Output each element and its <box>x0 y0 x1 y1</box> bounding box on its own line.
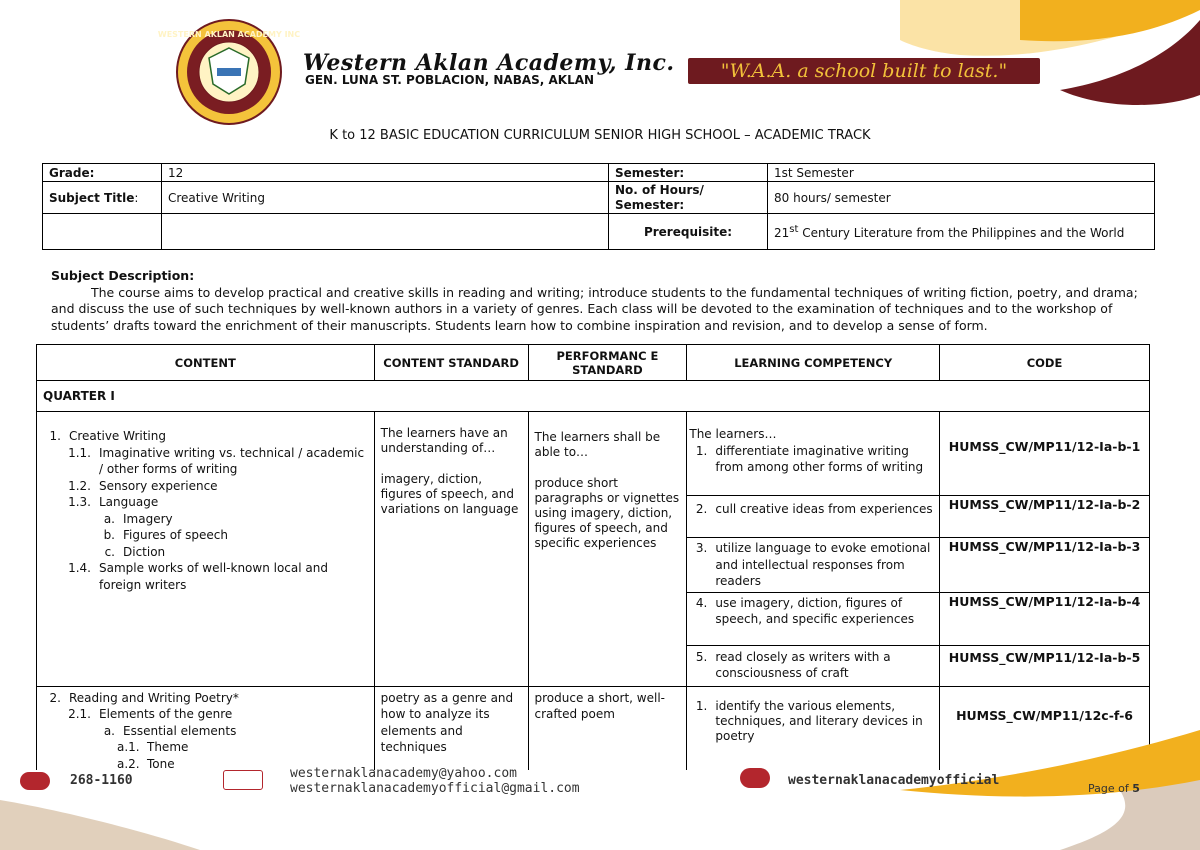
header-performance-standard: PERFORMANC E STANDARD <box>528 345 687 381</box>
subject-title-value: Creative Writing <box>162 182 609 214</box>
competency-item <box>687 593 939 630</box>
empty-cell <box>43 214 162 250</box>
phone-icon <box>20 772 50 790</box>
subject-description <box>51 268 1151 334</box>
footer-emails <box>290 766 580 796</box>
content-list-text: Sample works of well-known local and foreign writers <box>99 561 328 592</box>
content-list-number: 2. <box>49 690 61 705</box>
content-list-number: b. <box>103 528 115 542</box>
prerequisite-label: Prerequisite: <box>609 214 768 250</box>
page-number <box>1088 782 1140 795</box>
content-list-item <box>43 527 368 544</box>
facebook-icon <box>740 768 770 788</box>
content-list-text: Essential elements <box>123 723 237 738</box>
competency-text: use imagery, diction, figures of speech, and specific experiences <box>715 595 915 626</box>
subject-info-table <box>42 163 1155 250</box>
content-list-text: Figures of speech <box>123 528 228 542</box>
content-list-number: a. <box>103 511 115 526</box>
competency-text: differentiate imaginative writing from among other forms of writing <box>715 443 924 474</box>
competency-intro: The learners… <box>689 427 777 441</box>
content-list-item <box>43 723 368 740</box>
content-list-item <box>43 690 368 707</box>
content-list-item <box>43 511 368 528</box>
page-label: Page <box>1088 782 1115 795</box>
competency-number: 5. <box>695 649 708 664</box>
subject-title-colon: : <box>134 190 139 205</box>
competency-number: 3. <box>695 541 708 555</box>
school-address: GEN. LUNA ST. POBLACION, NABAS, AKLAN <box>305 73 595 87</box>
curriculum-table <box>36 344 1150 782</box>
competency-cell-1 <box>687 412 940 496</box>
content-list-text: Imagery <box>123 511 173 526</box>
header-swoosh-decoration <box>900 0 1200 110</box>
content-list-item <box>43 739 368 756</box>
competency-number: 1. <box>695 443 708 458</box>
footer-facebook: westernaklanacademyofficial <box>788 773 1000 788</box>
competency-code: HUMSS_CW/MP11/12-Ia-b-5 <box>940 645 1150 686</box>
footer-email-1: westernaklanacademy@yahoo.com <box>290 766 517 781</box>
empty-cell <box>162 214 609 250</box>
content-list-number: 1.4. <box>68 561 91 575</box>
content-list-number: a.2. <box>117 756 140 771</box>
content-list-text: Sensory experience <box>99 478 218 493</box>
competency-text: cull creative ideas from experiences <box>715 502 933 516</box>
competency-text: utilize language to evoke emotional and intellectual responses from readers <box>715 541 931 588</box>
competency-item <box>689 443 935 476</box>
semester-label: Semester: <box>609 164 768 182</box>
prerequisite-number: 21 <box>774 226 790 240</box>
content-list-item <box>43 445 368 478</box>
content-list-number: 1.1. <box>68 445 91 460</box>
content-list-text: Language <box>99 495 159 509</box>
competency-code: HUMSS_CW/MP11/12-Ia-b-2 <box>940 496 1150 538</box>
content-standard-text: imagery, diction, figures of speech, and variations on language <box>380 472 519 516</box>
content-list-item <box>43 428 368 445</box>
content-standard-intro: The learners have an understanding of… <box>380 426 508 455</box>
subject-description-text: The course aims to develop practical and creative skills in reading and writing; introduce students to the fundamental techniques of writing fiction, poetry, and drama; and discuss the use of such techniques by well-known authors in a variety of genres. Each class will be devoted to the examination of techniques and to the workshop of students’ drafts toward the enrichment of their manuscripts. Students learn how to combine inspiration and revision, and to develop a sense of form. <box>51 284 1138 333</box>
competency-cell-4 <box>687 592 940 645</box>
content-list-number: 2.1. <box>68 707 91 721</box>
competency-item <box>687 646 939 684</box>
performance-standard-intro: The learners shall be able to… <box>534 430 661 459</box>
competency-cell-5 <box>687 645 940 686</box>
competency-number: 2. <box>695 502 708 516</box>
section1-content <box>37 412 375 687</box>
section1-content-list <box>37 412 374 599</box>
grade-label: Grade: <box>43 164 162 182</box>
section1-content-standard <box>374 412 528 687</box>
section2-performance-text: produce a short, well- crafted poem <box>534 690 665 721</box>
competency-code: HUMSS_CW/MP11/12c-f-6 <box>940 686 1150 781</box>
competency-number: 4. <box>695 595 708 610</box>
seal-lettering: WESTERN AKLAN ACADEMY INC <box>157 30 301 39</box>
email-icon <box>223 770 263 790</box>
content-list-text: Tone <box>147 756 175 771</box>
content-list-item <box>43 706 368 723</box>
school-tagline: "W.A.A. a school built to last." <box>688 58 1040 84</box>
prerequisite-suffix: st <box>789 224 799 235</box>
subject-title-label-cell <box>43 182 162 214</box>
header-content-standard: CONTENT STANDARD <box>374 345 528 381</box>
section1-performance-standard <box>528 412 687 687</box>
content-list-number: c. <box>104 544 115 559</box>
competency-cell-3 <box>687 538 940 593</box>
content-list-text: Diction <box>123 544 166 559</box>
content-list-number: a.1. <box>117 740 140 754</box>
curriculum-title: K to 12 BASIC EDUCATION CURRICULUM SENIOR HIGH SCHOOL – ACADEMIC TRACK <box>329 128 871 143</box>
content-list-item <box>43 544 368 561</box>
footer-phone: 268-1160 <box>70 773 133 788</box>
school-name: Western Aklan Academy, Inc. <box>303 50 675 76</box>
grade-value: 12 <box>162 164 609 182</box>
competency-code: HUMSS_CW/MP11/12-Ia-b-4 <box>940 592 1150 645</box>
competency-item <box>687 687 939 746</box>
header-content: CONTENT <box>37 345 375 381</box>
content-list-text: Creative Writing <box>69 429 166 443</box>
content-list-text: Reading and Writing Poetry* <box>69 690 239 705</box>
competency-text: identify the various elements, techniques, and literary devices in poetry <box>715 698 923 743</box>
footer-email-2: westernaklanacademyofficial@gmail.com <box>290 781 580 796</box>
prerequisite-text: Century Literature from the Philippines and the World <box>798 226 1125 240</box>
competency-number: 1. <box>695 698 708 713</box>
content-list-text: Imaginative writing vs. technical / academic / other forms of writing <box>99 445 365 476</box>
header-code: CODE <box>940 345 1150 381</box>
content-list-text: Elements of the genre <box>99 707 233 721</box>
page-of-label: of <box>1118 782 1129 795</box>
performance-standard-text: produce short paragraphs or vignettes using imagery, diction, figures of speech, and specific experiences <box>534 476 680 550</box>
school-seal-logo <box>157 18 301 126</box>
prerequisite-value <box>768 214 1155 250</box>
competency-item <box>687 496 939 520</box>
content-list-item <box>43 494 368 511</box>
content-list-number: 1.3. <box>68 495 91 509</box>
competency-code: HUMSS_CW/MP11/12-Ia-b-3 <box>940 538 1150 593</box>
content-list-number: a. <box>103 723 115 738</box>
content-list-number: 1.2. <box>68 478 91 493</box>
subject-title-label: Subject Title <box>49 190 135 205</box>
content-list-item <box>43 478 368 495</box>
section2-content-standard-text: poetry as a genre and how to analyze its elements and techniques <box>380 690 514 754</box>
header-learning-competency: LEARNING COMPETENCY <box>687 345 940 381</box>
page-total: 5 <box>1132 782 1140 795</box>
quarter-label: QUARTER I <box>37 381 1150 412</box>
subject-description-label: Subject Description: <box>51 268 195 283</box>
content-list-item <box>43 560 368 593</box>
competency-item <box>687 538 939 592</box>
competency-cell-2 <box>687 496 940 538</box>
content-list-text: Theme <box>147 740 189 754</box>
competency-text: read closely as writers with a consciousness of craft <box>715 649 891 680</box>
footer-decoration <box>0 770 1200 850</box>
semester-value: 1st Semester <box>768 164 1155 182</box>
section2-competency <box>687 686 940 781</box>
hours-value: 80 hours/ semester <box>768 182 1155 214</box>
hours-label: No. of Hours/ Semester: <box>609 182 768 214</box>
content-list-number: 1. <box>49 429 61 443</box>
competency-code: HUMSS_CW/MP11/12-Ia-b-1 <box>940 412 1150 496</box>
section2-content-list <box>37 687 374 779</box>
